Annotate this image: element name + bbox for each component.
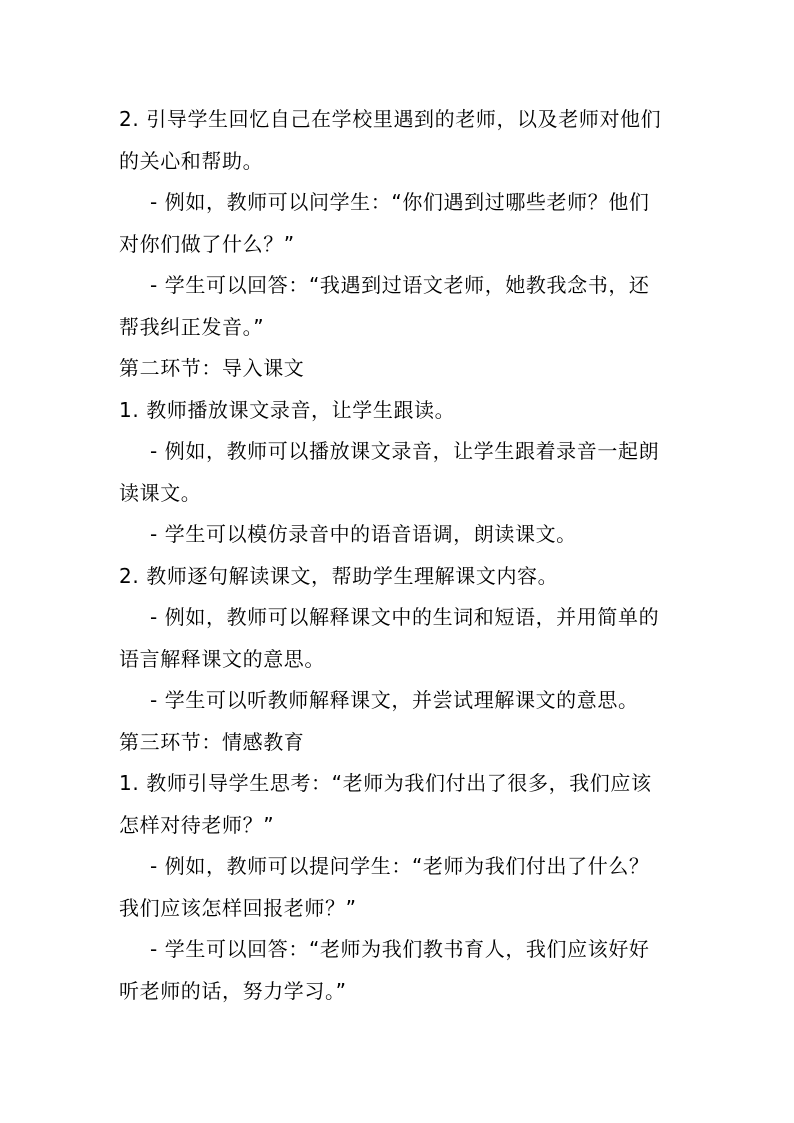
text-line: - 学生可以回答：“老师为我们教书育人，我们应该好好 (150, 937, 650, 961)
text-line: 2. 教师逐句解读课文，帮助学生理解课文内容。 (119, 563, 559, 588)
text-line: - 例如，教师可以解释课文中的生词和短语，并用简单的 (150, 605, 660, 629)
text-line: 1. 教师播放课文录音，让学生跟读。 (119, 397, 456, 422)
text-line: 怎样对待老师？” (119, 812, 275, 837)
text-line: 第三环节：情感教育 (119, 729, 305, 754)
text-line: 读课文。 (119, 480, 202, 505)
text-line: - 例如，教师可以问学生：“你们遇到过哪些老师？他们 (150, 190, 650, 214)
text-line: 听老师的话，努力学习。” (119, 978, 347, 1003)
text-line: 我们应该怎样回报老师？” (119, 895, 357, 920)
text-line: - 例如，教师可以提问学生：“老师为我们付出了什么？ (150, 854, 650, 878)
text-line: - 例如，教师可以播放课文录音，让学生跟着录音一起朗 (150, 439, 660, 463)
text-line: 的关心和帮助。 (119, 148, 264, 173)
text-line: 2. 引导学生回忆自己在学校里遇到的老师，以及老师对他们 (119, 107, 662, 131)
text-line: 帮我纠正发音。” (119, 314, 265, 339)
text-line: - 学生可以回答：“我遇到过语文老师，她教我念书，还 (150, 273, 650, 297)
text-line: - 学生可以模仿录音中的语音语调，朗读课文。 (150, 522, 577, 546)
document-body (119, 99, 679, 1012)
text-line: 第二环节：导入课文 (119, 356, 305, 380)
text-line: 对你们做了什么？” (119, 231, 295, 256)
text-line: 语言解释课文的意思。 (119, 646, 325, 671)
text-line: - 学生可以听教师解释课文，并尝试理解课文的意思。 (150, 688, 639, 712)
text-line: 1. 教师引导学生思考：“老师为我们付出了很多，我们应该 (119, 771, 652, 795)
